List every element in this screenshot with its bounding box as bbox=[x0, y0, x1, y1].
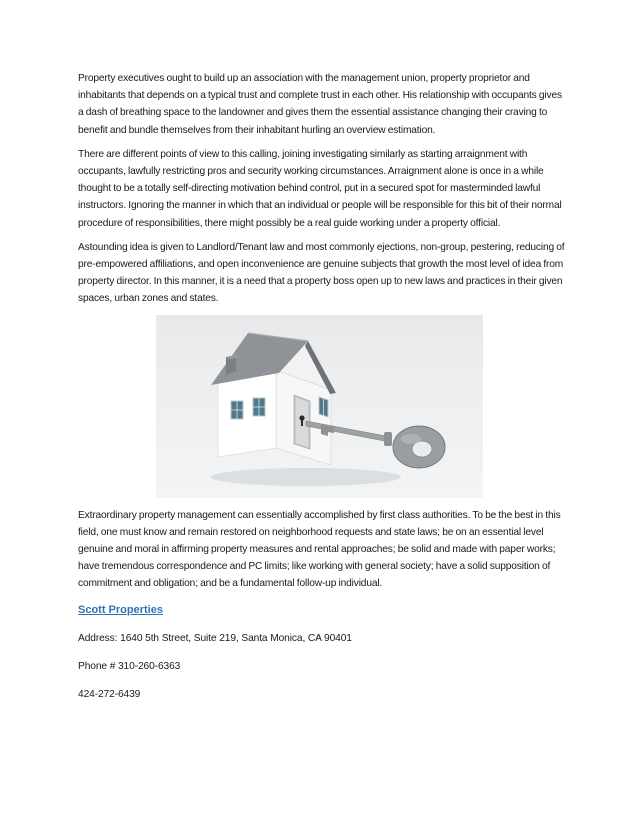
closing-paragraph: Extraordinary property management can essentially accomplished by first class authorities. To be the best in this field, one must know and remain restored on neighborhood requests and state laws; be on an essential level genuine and moral in affirming property measures and rental approaches; be solid and made with paper works; have tremendous correspondence and PC limits; like working with general society; have a solid supposition of commitment and obligation; and be a fundamental follow-up individual. bbox=[78, 509, 561, 590]
company-name-link[interactable]: Scott Properties bbox=[78, 603, 163, 616]
house-with-key-icon bbox=[156, 315, 483, 498]
paragraph-3: Astounding idea is given to Landlord/Tenant law and most commonly ejections, non-group, pestering, reducing of pre-empowered affiliations, and open inconvenience are genuine subjects that growth the most level of idea from property director. In this manner, it is a need that a property boss open up to new laws and practices in their given spaces, urban zones and states. bbox=[78, 241, 565, 305]
paragraph-2: There are different points of view to this calling, joining investigating similarly as starting arraignment with occupants, lawfully restricting pros and security working circumstances. Arraignment alone is once in a while thought to be a totally self-directing motivation behind control, put in a secured spot for masterminded lawful instructors. Ignoring the manner in which that an individual or people will be responsible for this bit of their normal procedure of responsibilities, there might possibly be a real guide working under a property official. bbox=[78, 148, 562, 229]
phone-alt-line: 424-272-6439 bbox=[78, 688, 141, 700]
document-page bbox=[78, 70, 568, 714]
phone-line: Phone # 310-260-6363 bbox=[78, 660, 181, 672]
address-line: Address: 1640 5th Street, Suite 219, Santa Monica, CA 90401 bbox=[78, 632, 352, 644]
house-key-illustration bbox=[156, 315, 483, 498]
paragraph-1: Property executives ought to build up an association with the management union, property proprietor and inhabitants that depends on a typical trust and complete trust in each other. His relationship with occupants gives a dash of breathing space to the landowner and gives them the essential assistance changing their craving to benefit and bundle themselves from their inhabitant hurling an overview estimation. bbox=[78, 73, 562, 136]
